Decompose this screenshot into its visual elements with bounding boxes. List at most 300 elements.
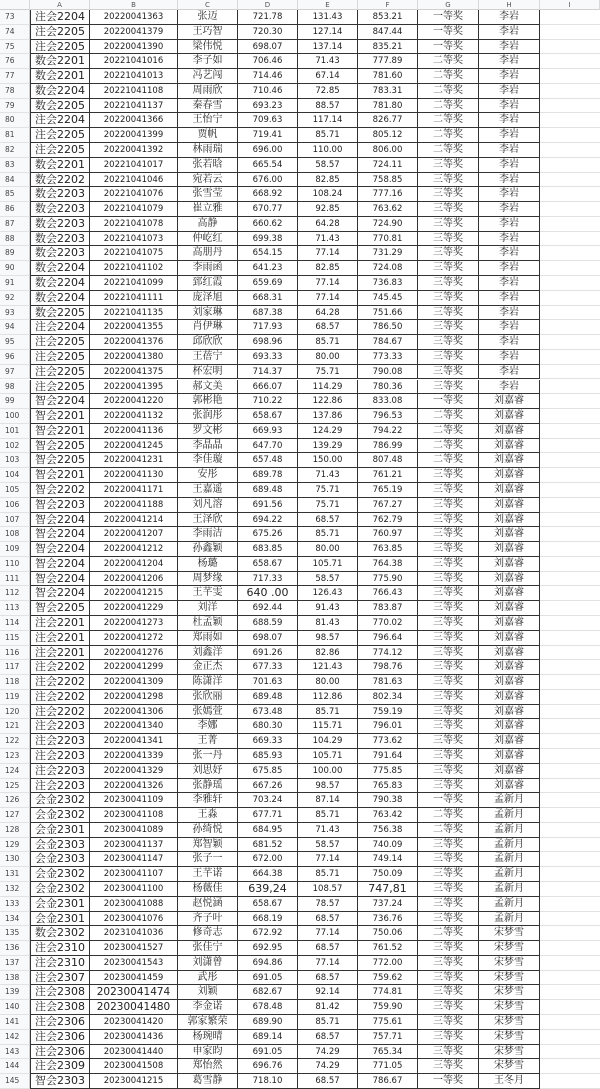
- cell-score-d[interactable]: 669.93: [238, 424, 298, 439]
- column-header-f[interactable]: F: [358, 0, 418, 10]
- cell-class[interactable]: 智会2201: [30, 468, 90, 483]
- cell-student-id[interactable]: 20220041229: [90, 601, 178, 616]
- cell-advisor[interactable]: 刘嘉睿: [479, 557, 540, 572]
- cell-total-score[interactable]: 765.19: [358, 483, 418, 498]
- cell-student-id[interactable]: 20230041543: [90, 956, 178, 971]
- row-number[interactable]: 145: [0, 1074, 30, 1089]
- cell-empty-i[interactable]: [540, 320, 600, 335]
- cell-total-score[interactable]: 783.31: [358, 84, 418, 99]
- cell-score-d[interactable]: 672.92: [238, 926, 298, 941]
- cell-class[interactable]: 注会2202: [30, 675, 90, 690]
- cell-score-e[interactable]: 77.14: [298, 291, 358, 306]
- cell-student-id[interactable]: 20220041132: [90, 409, 178, 424]
- cell-class[interactable]: 会金2303: [30, 852, 90, 867]
- cell-student-id[interactable]: 20230041480: [90, 1000, 178, 1015]
- row-number[interactable]: 114: [0, 616, 30, 631]
- cell-score-e[interactable]: 72.85: [298, 84, 358, 99]
- cell-empty-i[interactable]: [540, 616, 600, 631]
- cell-advisor[interactable]: 李岩: [479, 261, 540, 276]
- cell-class[interactable]: 注会2205: [30, 365, 90, 380]
- cell-class[interactable]: 智会2202: [30, 483, 90, 498]
- row-number[interactable]: 96: [0, 350, 30, 365]
- cell-score-e[interactable]: 77.14: [298, 852, 358, 867]
- cell-name[interactable]: 刘凡溶: [178, 498, 238, 513]
- cell-award[interactable]: 三等奖: [418, 291, 479, 306]
- cell-student-id[interactable]: 20230041420: [90, 1015, 178, 1030]
- cell-name[interactable]: 刘潇曾: [178, 956, 238, 971]
- cell-total-score[interactable]: 781.63: [358, 675, 418, 690]
- cell-total-score[interactable]: 763.42: [358, 808, 418, 823]
- cell-score-d[interactable]: 678.48: [238, 1000, 298, 1015]
- cell-award[interactable]: 三等奖: [418, 764, 479, 779]
- cell-award[interactable]: 二等奖: [418, 409, 479, 424]
- cell-empty-i[interactable]: [540, 468, 600, 483]
- row-number[interactable]: 136: [0, 941, 30, 956]
- cell-award[interactable]: 三等奖: [418, 601, 479, 616]
- cell-student-id[interactable]: 20221041079: [90, 202, 178, 217]
- cell-student-id[interactable]: 20221041102: [90, 261, 178, 276]
- cell-name[interactable]: 郑雨如: [178, 631, 238, 646]
- cell-advisor[interactable]: 李岩: [479, 69, 540, 84]
- cell-score-d[interactable]: 670.77: [238, 202, 298, 217]
- cell-name[interactable]: 武彤: [178, 971, 238, 986]
- cell-score-e[interactable]: 67.14: [298, 69, 358, 84]
- cell-score-e[interactable]: 121.43: [298, 660, 358, 675]
- cell-score-d[interactable]: 720.30: [238, 25, 298, 40]
- cell-total-score[interactable]: 751.66: [358, 306, 418, 321]
- cell-class[interactable]: 智会2204: [30, 542, 90, 557]
- cell-advisor[interactable]: 刘嘉睿: [479, 749, 540, 764]
- cell-name[interactable]: 张若晗: [178, 158, 238, 173]
- cell-score-d[interactable]: 721.78: [238, 10, 298, 25]
- cell-name[interactable]: 肖伊琳: [178, 320, 238, 335]
- cell-class[interactable]: 会金2303: [30, 838, 90, 853]
- cell-class[interactable]: 会金2301: [30, 912, 90, 927]
- cell-name[interactable]: 宛若云: [178, 173, 238, 188]
- cell-award[interactable]: 三等奖: [418, 631, 479, 646]
- cell-student-id[interactable]: 20220041329: [90, 764, 178, 779]
- cell-class[interactable]: 注会2203: [30, 719, 90, 734]
- cell-empty-i[interactable]: [540, 291, 600, 306]
- cell-empty-i[interactable]: [540, 852, 600, 867]
- cell-empty-i[interactable]: [540, 897, 600, 912]
- cell-student-id[interactable]: 20230041508: [90, 1059, 178, 1074]
- cell-score-d[interactable]: 669.33: [238, 734, 298, 749]
- cell-student-id[interactable]: 20221041073: [90, 232, 178, 247]
- cell-empty-i[interactable]: [540, 719, 600, 734]
- cell-total-score[interactable]: 764.38: [358, 557, 418, 572]
- cell-total-score[interactable]: 790.38: [358, 793, 418, 808]
- cell-student-id[interactable]: 20221041078: [90, 217, 178, 232]
- cell-score-d[interactable]: 658.67: [238, 897, 298, 912]
- cell-empty-i[interactable]: [540, 54, 600, 69]
- cell-student-id[interactable]: 20221041017: [90, 158, 178, 173]
- cell-class[interactable]: 数会2203: [30, 232, 90, 247]
- cell-empty-i[interactable]: [540, 394, 600, 409]
- cell-name[interactable]: 王淼: [178, 808, 238, 823]
- cell-class[interactable]: 注会2204: [30, 320, 90, 335]
- cell-score-e[interactable]: 98.57: [298, 631, 358, 646]
- cell-student-id[interactable]: 20220041231: [90, 453, 178, 468]
- cell-total-score[interactable]: 772.00: [358, 956, 418, 971]
- cell-empty-i[interactable]: [540, 25, 600, 40]
- cell-name[interactable]: 赵悦涵: [178, 897, 238, 912]
- cell-advisor[interactable]: 李岩: [479, 173, 540, 188]
- cell-class[interactable]: 注会2203: [30, 764, 90, 779]
- cell-score-e[interactable]: 82.86: [298, 646, 358, 661]
- cell-name[interactable]: 安彤: [178, 468, 238, 483]
- cell-total-score[interactable]: 775.85: [358, 764, 418, 779]
- cell-empty-i[interactable]: [540, 143, 600, 158]
- cell-award[interactable]: 三等奖: [418, 572, 479, 587]
- cell-advisor[interactable]: 刘嘉睿: [479, 719, 540, 734]
- cell-student-id[interactable]: 20230041147: [90, 852, 178, 867]
- cell-award[interactable]: 二等奖: [418, 453, 479, 468]
- cell-advisor[interactable]: 刘嘉睿: [479, 527, 540, 542]
- cell-total-score[interactable]: 791.64: [358, 749, 418, 764]
- cell-award[interactable]: 三等奖: [418, 971, 479, 986]
- cell-empty-i[interactable]: [540, 1015, 600, 1030]
- row-number[interactable]: 93: [0, 306, 30, 321]
- cell-advisor[interactable]: 李岩: [479, 350, 540, 365]
- cell-student-id[interactable]: 20220041339: [90, 749, 178, 764]
- cell-total-score[interactable]: 774.81: [358, 985, 418, 1000]
- cell-student-id[interactable]: 20230041440: [90, 1045, 178, 1060]
- cell-name[interactable]: 林雨瑞: [178, 143, 238, 158]
- cell-total-score[interactable]: 777.16: [358, 187, 418, 202]
- cell-student-id[interactable]: 20220041390: [90, 40, 178, 55]
- cell-advisor[interactable]: 王冬月: [479, 1074, 540, 1089]
- cell-score-d[interactable]: 719.41: [238, 128, 298, 143]
- cell-score-e[interactable]: 91.43: [298, 601, 358, 616]
- cell-name[interactable]: 王芊诺: [178, 867, 238, 882]
- cell-class[interactable]: 会金2302: [30, 867, 90, 882]
- cell-score-e[interactable]: 58.57: [298, 838, 358, 853]
- row-number[interactable]: 75: [0, 40, 30, 55]
- cell-name[interactable]: 杨璐: [178, 557, 238, 572]
- cell-empty-i[interactable]: [540, 631, 600, 646]
- cell-advisor[interactable]: 孟新月: [479, 838, 540, 853]
- row-number[interactable]: 81: [0, 128, 30, 143]
- cell-total-score[interactable]: 771.05: [358, 1059, 418, 1074]
- cell-score-e[interactable]: 85.71: [298, 1015, 358, 1030]
- column-header-b[interactable]: B: [90, 0, 178, 10]
- cell-score-d[interactable]: 689.14: [238, 1030, 298, 1045]
- cell-total-score[interactable]: 750.06: [358, 926, 418, 941]
- cell-award[interactable]: 三等奖: [418, 882, 479, 897]
- cell-score-e[interactable]: 64.28: [298, 306, 358, 321]
- cell-score-e[interactable]: 150.00: [298, 453, 358, 468]
- cell-student-id[interactable]: 20220041363: [90, 10, 178, 25]
- cell-total-score[interactable]: 750.09: [358, 867, 418, 882]
- cell-name[interactable]: 崔立雅: [178, 202, 238, 217]
- cell-name[interactable]: 秦春雪: [178, 99, 238, 114]
- cell-score-d[interactable]: 718.10: [238, 1074, 298, 1089]
- row-number[interactable]: 78: [0, 84, 30, 99]
- cell-student-id[interactable]: 20220041376: [90, 335, 178, 350]
- cell-advisor[interactable]: 李岩: [479, 202, 540, 217]
- cell-student-id[interactable]: 20220041273: [90, 616, 178, 631]
- cell-empty-i[interactable]: [540, 734, 600, 749]
- cell-score-e[interactable]: 110.00: [298, 143, 358, 158]
- row-number[interactable]: 124: [0, 764, 30, 779]
- row-number[interactable]: 102: [0, 439, 30, 454]
- cell-name[interactable]: 贾帆: [178, 128, 238, 143]
- cell-name[interactable]: 仲屹红: [178, 232, 238, 247]
- cell-total-score[interactable]: 765.34: [358, 1045, 418, 1060]
- cell-class[interactable]: 数会2203: [30, 246, 90, 261]
- cell-score-d[interactable]: 677.33: [238, 660, 298, 675]
- cell-total-score[interactable]: 798.76: [358, 660, 418, 675]
- cell-class[interactable]: 智会2201: [30, 409, 90, 424]
- cell-name[interactable]: 王嘉遥: [178, 483, 238, 498]
- cell-score-e[interactable]: 87.14: [298, 793, 358, 808]
- cell-score-e[interactable]: 82.85: [298, 173, 358, 188]
- cell-total-score[interactable]: 762.79: [358, 513, 418, 528]
- cell-award[interactable]: 二等奖: [418, 143, 479, 158]
- cell-score-d[interactable]: 706.46: [238, 54, 298, 69]
- cell-student-id[interactable]: 20221041046: [90, 173, 178, 188]
- cell-empty-i[interactable]: [540, 40, 600, 55]
- row-number[interactable]: 131: [0, 867, 30, 882]
- cell-score-d[interactable]: 693.33: [238, 350, 298, 365]
- cell-empty-i[interactable]: [540, 84, 600, 99]
- cell-score-e[interactable]: 127.14: [298, 25, 358, 40]
- cell-advisor[interactable]: 刘嘉睿: [479, 542, 540, 557]
- cell-total-score[interactable]: 780.36: [358, 380, 418, 395]
- cell-award[interactable]: 一等奖: [418, 394, 479, 409]
- select-all-corner[interactable]: [0, 0, 30, 10]
- cell-score-d[interactable]: 676.00: [238, 173, 298, 188]
- cell-score-e[interactable]: 104.29: [298, 734, 358, 749]
- cell-total-score[interactable]: 770.81: [358, 232, 418, 247]
- cell-total-score[interactable]: 749.14: [358, 852, 418, 867]
- cell-name[interactable]: 张润彤: [178, 409, 238, 424]
- cell-advisor[interactable]: 宋梦雪: [479, 1015, 540, 1030]
- cell-total-score[interactable]: 786.67: [358, 1074, 418, 1089]
- cell-award[interactable]: 三等奖: [418, 217, 479, 232]
- cell-score-e[interactable]: 108.57: [298, 882, 358, 897]
- cell-total-score[interactable]: 756.38: [358, 823, 418, 838]
- cell-advisor[interactable]: 李岩: [479, 276, 540, 291]
- cell-student-id[interactable]: 20230041108: [90, 808, 178, 823]
- cell-advisor[interactable]: 李岩: [479, 335, 540, 350]
- cell-name[interactable]: 李金诺: [178, 1000, 238, 1015]
- row-number[interactable]: 86: [0, 202, 30, 217]
- cell-award[interactable]: 三等奖: [418, 1030, 479, 1045]
- cell-student-id[interactable]: 20220041392: [90, 143, 178, 158]
- row-number[interactable]: 107: [0, 513, 30, 528]
- cell-class[interactable]: 会金2302: [30, 793, 90, 808]
- cell-class[interactable]: 数会2204: [30, 261, 90, 276]
- cell-class[interactable]: 智会2204: [30, 394, 90, 409]
- cell-empty-i[interactable]: [540, 217, 600, 232]
- cell-score-d[interactable]: 647.70: [238, 439, 298, 454]
- cell-class[interactable]: 数会2204: [30, 84, 90, 99]
- cell-empty-i[interactable]: [540, 173, 600, 188]
- cell-advisor[interactable]: 刘嘉睿: [479, 468, 540, 483]
- cell-total-score[interactable]: 767.27: [358, 498, 418, 513]
- cell-score-e[interactable]: 85.71: [298, 867, 358, 882]
- cell-advisor[interactable]: 刘嘉睿: [479, 764, 540, 779]
- cell-score-e[interactable]: 71.43: [298, 823, 358, 838]
- cell-advisor[interactable]: 李岩: [479, 246, 540, 261]
- cell-empty-i[interactable]: [540, 128, 600, 143]
- cell-class[interactable]: 注会2204: [30, 10, 90, 25]
- row-number[interactable]: 98: [0, 380, 30, 395]
- cell-empty-i[interactable]: [540, 113, 600, 128]
- cell-empty-i[interactable]: [540, 882, 600, 897]
- cell-total-score[interactable]: 775.61: [358, 1015, 418, 1030]
- cell-empty-i[interactable]: [540, 483, 600, 498]
- cell-name[interactable]: 张子一: [178, 852, 238, 867]
- cell-student-id[interactable]: 20230041076: [90, 912, 178, 927]
- cell-score-d[interactable]: 684.95: [238, 823, 298, 838]
- row-number[interactable]: 140: [0, 1000, 30, 1015]
- cell-empty-i[interactable]: [540, 808, 600, 823]
- cell-score-e[interactable]: 82.85: [298, 261, 358, 276]
- cell-total-score[interactable]: 790.08: [358, 365, 418, 380]
- cell-class[interactable]: 会金2302: [30, 808, 90, 823]
- cell-advisor[interactable]: 孟新月: [479, 823, 540, 838]
- cell-advisor[interactable]: 李岩: [479, 232, 540, 247]
- row-number[interactable]: 74: [0, 25, 30, 40]
- cell-student-id[interactable]: 20221041137: [90, 99, 178, 114]
- cell-empty-i[interactable]: [540, 542, 600, 557]
- cell-total-score[interactable]: 784.67: [358, 335, 418, 350]
- cell-advisor[interactable]: 刘嘉睿: [479, 439, 540, 454]
- row-number[interactable]: 139: [0, 985, 30, 1000]
- cell-score-d[interactable]: 693.23: [238, 99, 298, 114]
- cell-advisor[interactable]: 刘嘉睿: [479, 734, 540, 749]
- column-header-c[interactable]: C: [178, 0, 238, 10]
- cell-student-id[interactable]: 20220041171: [90, 483, 178, 498]
- cell-name[interactable]: 李雅轩: [178, 793, 238, 808]
- cell-advisor[interactable]: 刘嘉睿: [479, 631, 540, 646]
- cell-total-score[interactable]: 781.80: [358, 99, 418, 114]
- cell-total-score[interactable]: 794.22: [358, 424, 418, 439]
- cell-class[interactable]: 智会2204: [30, 527, 90, 542]
- cell-advisor[interactable]: 刘嘉睿: [479, 690, 540, 705]
- cell-advisor[interactable]: 刘嘉睿: [479, 424, 540, 439]
- cell-name[interactable]: 孙绮悦: [178, 823, 238, 838]
- cell-class[interactable]: 注会2204: [30, 113, 90, 128]
- cell-score-e[interactable]: 112.86: [298, 690, 358, 705]
- cell-award[interactable]: 三等奖: [418, 173, 479, 188]
- cell-total-score[interactable]: 758.85: [358, 173, 418, 188]
- cell-score-e[interactable]: 68.57: [298, 1074, 358, 1089]
- cell-name[interactable]: 周梦缘: [178, 572, 238, 587]
- cell-class[interactable]: 注会2203: [30, 734, 90, 749]
- cell-student-id[interactable]: 20231041036: [90, 926, 178, 941]
- cell-advisor[interactable]: 李岩: [479, 306, 540, 321]
- cell-score-e[interactable]: 98.57: [298, 779, 358, 794]
- cell-score-d[interactable]: 657.48: [238, 453, 298, 468]
- cell-score-e[interactable]: 75.71: [298, 498, 358, 513]
- cell-score-d[interactable]: 683.85: [238, 542, 298, 557]
- row-number[interactable]: 82: [0, 143, 30, 158]
- cell-award[interactable]: 三等奖: [418, 542, 479, 557]
- cell-advisor[interactable]: 宋梦雪: [479, 1030, 540, 1045]
- cell-empty-i[interactable]: [540, 838, 600, 853]
- cell-score-d[interactable]: 668.31: [238, 291, 298, 306]
- cell-name[interactable]: 张迈: [178, 10, 238, 25]
- cell-award[interactable]: 一等奖: [418, 793, 479, 808]
- cell-name[interactable]: 刘思妤: [178, 764, 238, 779]
- cell-award[interactable]: 三等奖: [418, 690, 479, 705]
- cell-student-id[interactable]: 20220041341: [90, 734, 178, 749]
- cell-total-score[interactable]: 760.97: [358, 527, 418, 542]
- cell-score-d[interactable]: 698.07: [238, 631, 298, 646]
- cell-score-d[interactable]: 659.69: [238, 276, 298, 291]
- cell-score-d[interactable]: 691.26: [238, 646, 298, 661]
- cell-advisor[interactable]: 刘嘉睿: [479, 675, 540, 690]
- cell-award[interactable]: 三等奖: [418, 1000, 479, 1015]
- cell-empty-i[interactable]: [540, 1000, 600, 1015]
- cell-award[interactable]: 三等奖: [418, 1045, 479, 1060]
- cell-class[interactable]: 智会2204: [30, 557, 90, 572]
- cell-advisor[interactable]: 刘嘉睿: [479, 394, 540, 409]
- cell-name[interactable]: 郭家繁荣: [178, 1015, 238, 1030]
- cell-score-e[interactable]: 108.24: [298, 187, 358, 202]
- column-header-a[interactable]: A: [30, 0, 90, 10]
- cell-score-d[interactable]: 666.07: [238, 380, 298, 395]
- cell-score-d[interactable]: 698.07: [238, 40, 298, 55]
- cell-student-id[interactable]: 20220041136: [90, 424, 178, 439]
- cell-total-score[interactable]: 786.99: [358, 439, 418, 454]
- cell-empty-i[interactable]: [540, 187, 600, 202]
- cell-empty-i[interactable]: [540, 1074, 600, 1089]
- cell-award[interactable]: 三等奖: [418, 158, 479, 173]
- cell-total-score[interactable]: 761.52: [358, 941, 418, 956]
- cell-score-d[interactable]: 640 .00: [238, 586, 298, 601]
- cell-name[interactable]: 张欣丽: [178, 690, 238, 705]
- cell-score-d[interactable]: 665.54: [238, 158, 298, 173]
- cell-student-id[interactable]: 20220041215: [90, 586, 178, 601]
- cell-score-d[interactable]: 673.48: [238, 705, 298, 720]
- cell-total-score[interactable]: 807.48: [358, 453, 418, 468]
- cell-class[interactable]: 数会2205: [30, 306, 90, 321]
- cell-empty-i[interactable]: [540, 276, 600, 291]
- cell-name[interactable]: 李娜: [178, 719, 238, 734]
- cell-score-e[interactable]: 137.86: [298, 409, 358, 424]
- cell-total-score[interactable]: 853.21: [358, 10, 418, 25]
- row-number[interactable]: 142: [0, 1030, 30, 1045]
- row-number[interactable]: 97: [0, 365, 30, 380]
- cell-award[interactable]: 一等奖: [418, 10, 479, 25]
- row-number[interactable]: 133: [0, 897, 30, 912]
- cell-total-score[interactable]: 759.19: [358, 705, 418, 720]
- cell-score-e[interactable]: 85.71: [298, 128, 358, 143]
- cell-empty-i[interactable]: [540, 99, 600, 114]
- cell-empty-i[interactable]: [540, 158, 600, 173]
- cell-score-d[interactable]: 667.26: [238, 779, 298, 794]
- cell-score-e[interactable]: 80.00: [298, 542, 358, 557]
- cell-score-d[interactable]: 689.48: [238, 690, 298, 705]
- cell-empty-i[interactable]: [540, 867, 600, 882]
- cell-name[interactable]: 刘洋: [178, 601, 238, 616]
- cell-class[interactable]: 数会2201: [30, 69, 90, 84]
- cell-score-e[interactable]: 131.43: [298, 10, 358, 25]
- cell-class[interactable]: 注会2309: [30, 1059, 90, 1074]
- cell-score-e[interactable]: 68.57: [298, 513, 358, 528]
- cell-award[interactable]: 三等奖: [418, 749, 479, 764]
- row-number[interactable]: 80: [0, 113, 30, 128]
- cell-total-score[interactable]: 796.01: [358, 719, 418, 734]
- cell-name[interactable]: 张雪莹: [178, 187, 238, 202]
- cell-class[interactable]: 会金2301: [30, 823, 90, 838]
- cell-advisor[interactable]: 孟新月: [479, 867, 540, 882]
